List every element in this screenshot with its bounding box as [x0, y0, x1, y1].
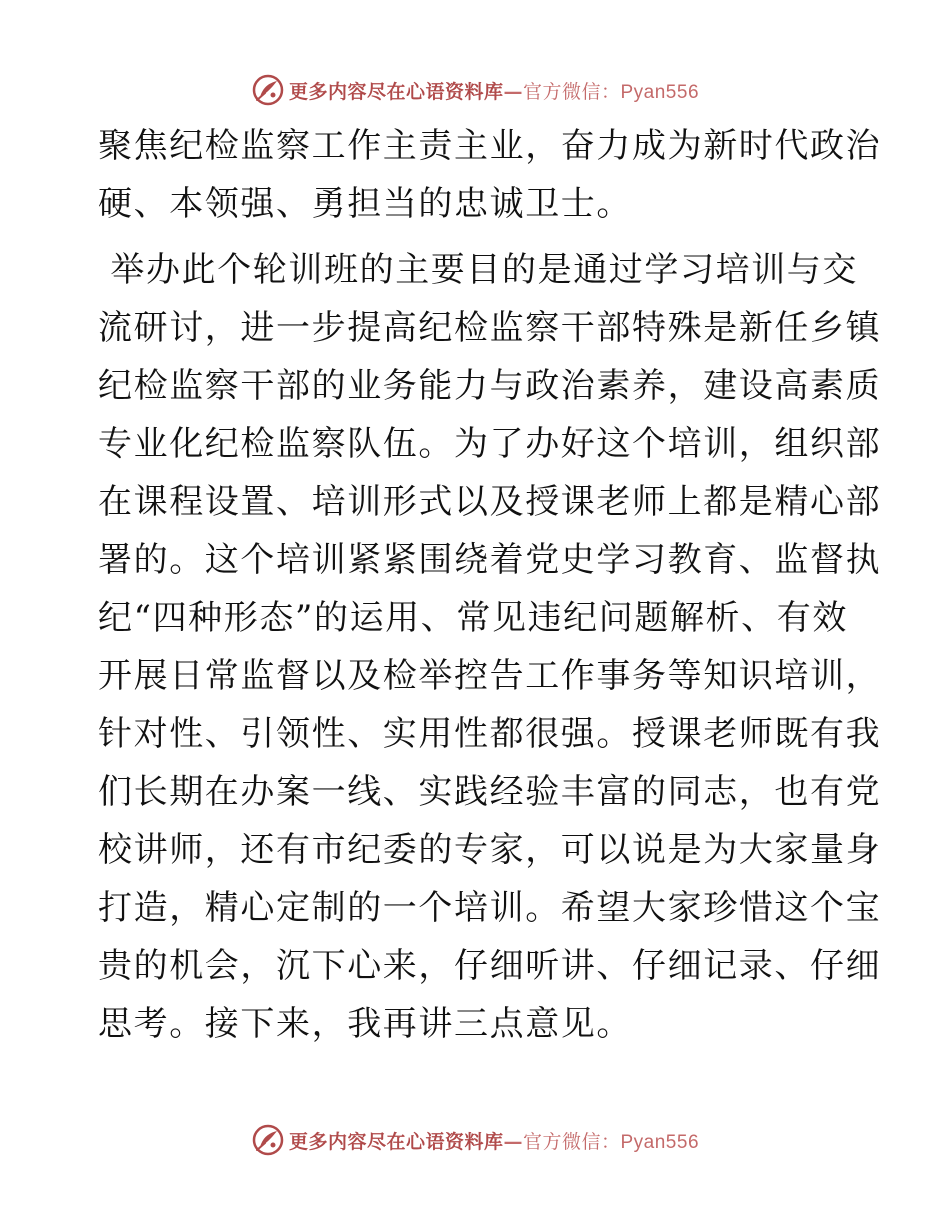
site-logo-icon — [251, 1123, 285, 1157]
text-line: 在课程设置、培训形式以及授课老师上都是精心部 — [98, 482, 882, 522]
header-text — [289, 77, 699, 104]
text-line: 贵的机会，沉下心来，仔细听讲、仔细记录、仔细 — [98, 946, 882, 986]
text-line: 流研讨，进一步提高纪检监察干部特殊是新任乡镇 — [98, 308, 882, 348]
text-line: 纪检监察干部的业务能力与政治素养，建设高素质 — [98, 366, 882, 406]
footer-official-label: 官方微信： — [522, 1130, 621, 1153]
text-line: 思考。接下来，我再讲三点意见。 — [98, 1004, 632, 1044]
footer-text — [289, 1127, 699, 1154]
text-line: 校讲师，还有市纪委的专家，可以说是为大家量身 — [98, 830, 882, 870]
footer-wechat-id: Pyan556 — [620, 1131, 700, 1153]
text-line: 打造，精心定制的一个培训。希望大家珍惜这个宝 — [98, 888, 882, 928]
text-line: 署的。这个培训紧紧围绕着党史学习教育、监督执 — [98, 540, 882, 580]
header-dash: — — [503, 80, 523, 103]
text-line: 纪“四种形态”的运用、常见违纪问题解析、有效 — [98, 598, 848, 638]
header-wechat-id: Pyan556 — [620, 81, 700, 103]
footer-banner — [0, 1120, 950, 1160]
footer-dash: — — [503, 1130, 523, 1153]
document-body — [98, 117, 882, 1053]
text-line: 们长期在办案一线、实践经验丰富的同志，也有党 — [98, 772, 882, 812]
header-banner — [0, 70, 950, 110]
header-site-text: 更多内容尽在心语资料库 — [288, 80, 504, 103]
header-official-label: 官方微信： — [522, 80, 621, 103]
text-line: 聚焦纪检监察工作主责主业，奋力成为新时代政治 — [98, 126, 882, 166]
text-line: 举办此个轮训班的主要目的是通过学习培训与交 — [98, 250, 859, 290]
text-line: 专业化纪检监察队伍。为了办好这个培训，组织部 — [98, 424, 882, 464]
text-line: 硬、本领强、勇担当的忠诚卫士。 — [98, 184, 632, 224]
site-logo-icon — [251, 73, 285, 107]
paragraph-2 — [98, 241, 882, 1053]
paragraph-1 — [98, 117, 882, 233]
text-line: 开展日常监督以及检举控告工作事务等知识培训， — [98, 656, 882, 696]
text-line: 针对性、引领性、实用性都很强。授课老师既有我 — [98, 714, 882, 754]
footer-site-text: 更多内容尽在心语资料库 — [288, 1130, 504, 1153]
